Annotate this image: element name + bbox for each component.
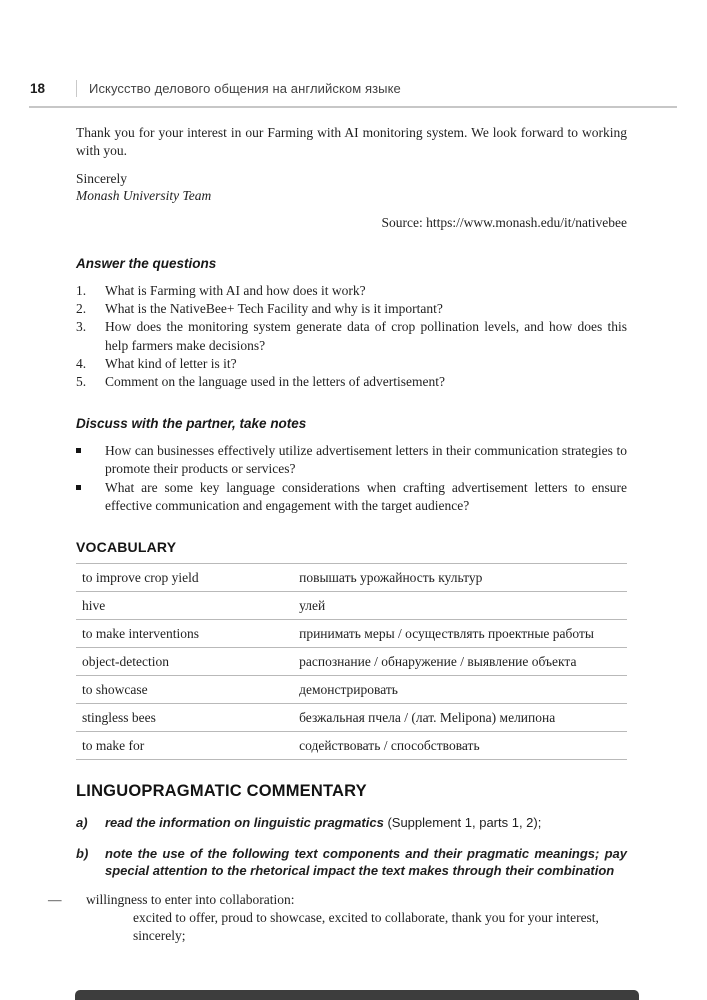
vocab-term: to make interventions <box>76 620 293 648</box>
vocab-term: to showcase <box>76 676 293 704</box>
commentary-heading: LINGUOPRAGMATIC COMMENTARY <box>76 782 367 801</box>
question-text: What kind of letter is it? <box>105 355 237 371</box>
question-number: 5. <box>76 374 87 390</box>
letter-signature: Monash University Team <box>76 188 212 203</box>
vocab-term: object-detection <box>76 648 293 676</box>
letter-paragraph: Thank you for your interest in our Farming with AI monitoring system. We look forward to working with you. <box>76 125 627 158</box>
question-text: What is the NativeBee+ Tech Facility and why is it important? <box>105 301 443 317</box>
table-row <box>76 676 627 704</box>
questions-heading: Answer the questions <box>76 256 217 271</box>
header-divider <box>76 80 77 97</box>
discussion-item <box>76 479 627 515</box>
discussion-text: How can businesses effectively utilize advertisement letters in their communication strategies to promote their products or services? <box>105 443 627 477</box>
square-bullet-icon <box>76 479 105 490</box>
item-a-regular-text: (Supplement 1, parts 1, 2); <box>383 815 542 831</box>
commentary-item-b <box>76 845 627 880</box>
table-row <box>76 564 627 592</box>
question-text: How does the monitoring system generate data of crop pollination levels, and how does this help farmers make decisions? <box>105 319 627 353</box>
vocab-translation: повышать урожайность культур <box>293 564 627 592</box>
vocab-translation: безжальная пчела / (лат. Melipona) мелипона <box>293 704 627 732</box>
question-text: What is Farming with AI and how does it work? <box>105 283 366 298</box>
discussion-item <box>76 442 627 478</box>
question-item <box>76 318 627 354</box>
item-a-text <box>105 814 627 832</box>
questions-list <box>76 282 627 391</box>
question-item <box>76 282 627 300</box>
vocab-translation: содействовать / способствовать <box>293 732 627 760</box>
discussion-text: What are some key language considerations when crafting advertisement letters to ensure effective communication and engagement with the target audience? <box>105 479 627 513</box>
vocabulary-table <box>76 563 627 760</box>
vocab-translation: распознание / обнаружение / выявление объекта <box>293 648 627 676</box>
table-row <box>76 620 627 648</box>
question-number: 3. <box>76 319 87 335</box>
discussion-list <box>76 442 627 515</box>
vocabulary-heading: VOCABULARY <box>76 539 177 556</box>
square-bullet-icon <box>76 442 105 453</box>
page-number: 18 <box>30 80 46 96</box>
table-row <box>76 592 627 620</box>
item-a-bold-text: read the information on linguistic pragmatics <box>105 815 384 831</box>
item-b-text: note the use of the following text components and their pragmatic meanings; pay special attention to the rhetorical impact the text makes through their combination <box>105 845 627 879</box>
vocab-term: hive <box>76 592 293 620</box>
header-title: Искусство делового общения на английском языке <box>89 80 401 96</box>
page-body <box>48 124 627 945</box>
vocab-term: to make for <box>76 732 293 760</box>
running-head <box>30 79 677 97</box>
vocab-term: stingless bees <box>76 704 293 732</box>
source-line: Source: https://www.monash.edu/it/nativebee <box>381 215 627 230</box>
page-edge-scan-artifact <box>75 990 639 1000</box>
table-row <box>76 648 627 676</box>
dash-bullet-item <box>47 891 627 909</box>
dash-text: willingness to enter into collaboration: <box>86 891 295 907</box>
question-item <box>76 355 627 373</box>
vocab-term: to improve crop yield <box>76 564 293 592</box>
dash-marker: — <box>48 891 62 907</box>
vocab-translation: принимать меры / осуществлять проектные работы <box>293 620 627 648</box>
header-rule <box>29 106 677 108</box>
discussion-heading: Discuss with the partner, take notes <box>76 416 307 432</box>
question-number: 2. <box>76 301 87 317</box>
commentary-item-a <box>76 814 627 832</box>
table-row <box>76 704 627 732</box>
question-text: Comment on the language used in the letters of advertisement? <box>105 374 446 390</box>
item-b-label: b) <box>76 845 89 861</box>
question-item <box>76 300 627 318</box>
item-a-label: a) <box>76 815 88 831</box>
question-number: 1. <box>76 283 87 298</box>
letter-closing: Sincerely <box>76 171 127 186</box>
vocab-translation: демонстрировать <box>293 676 627 704</box>
vocab-translation: улей <box>293 592 627 620</box>
question-item <box>76 373 627 391</box>
dash-examples: excited to offer, proud to showcase, excited to collaborate, thank you for your interest, sincerely; <box>133 909 599 943</box>
table-row <box>76 732 627 760</box>
question-number: 4. <box>76 355 87 371</box>
